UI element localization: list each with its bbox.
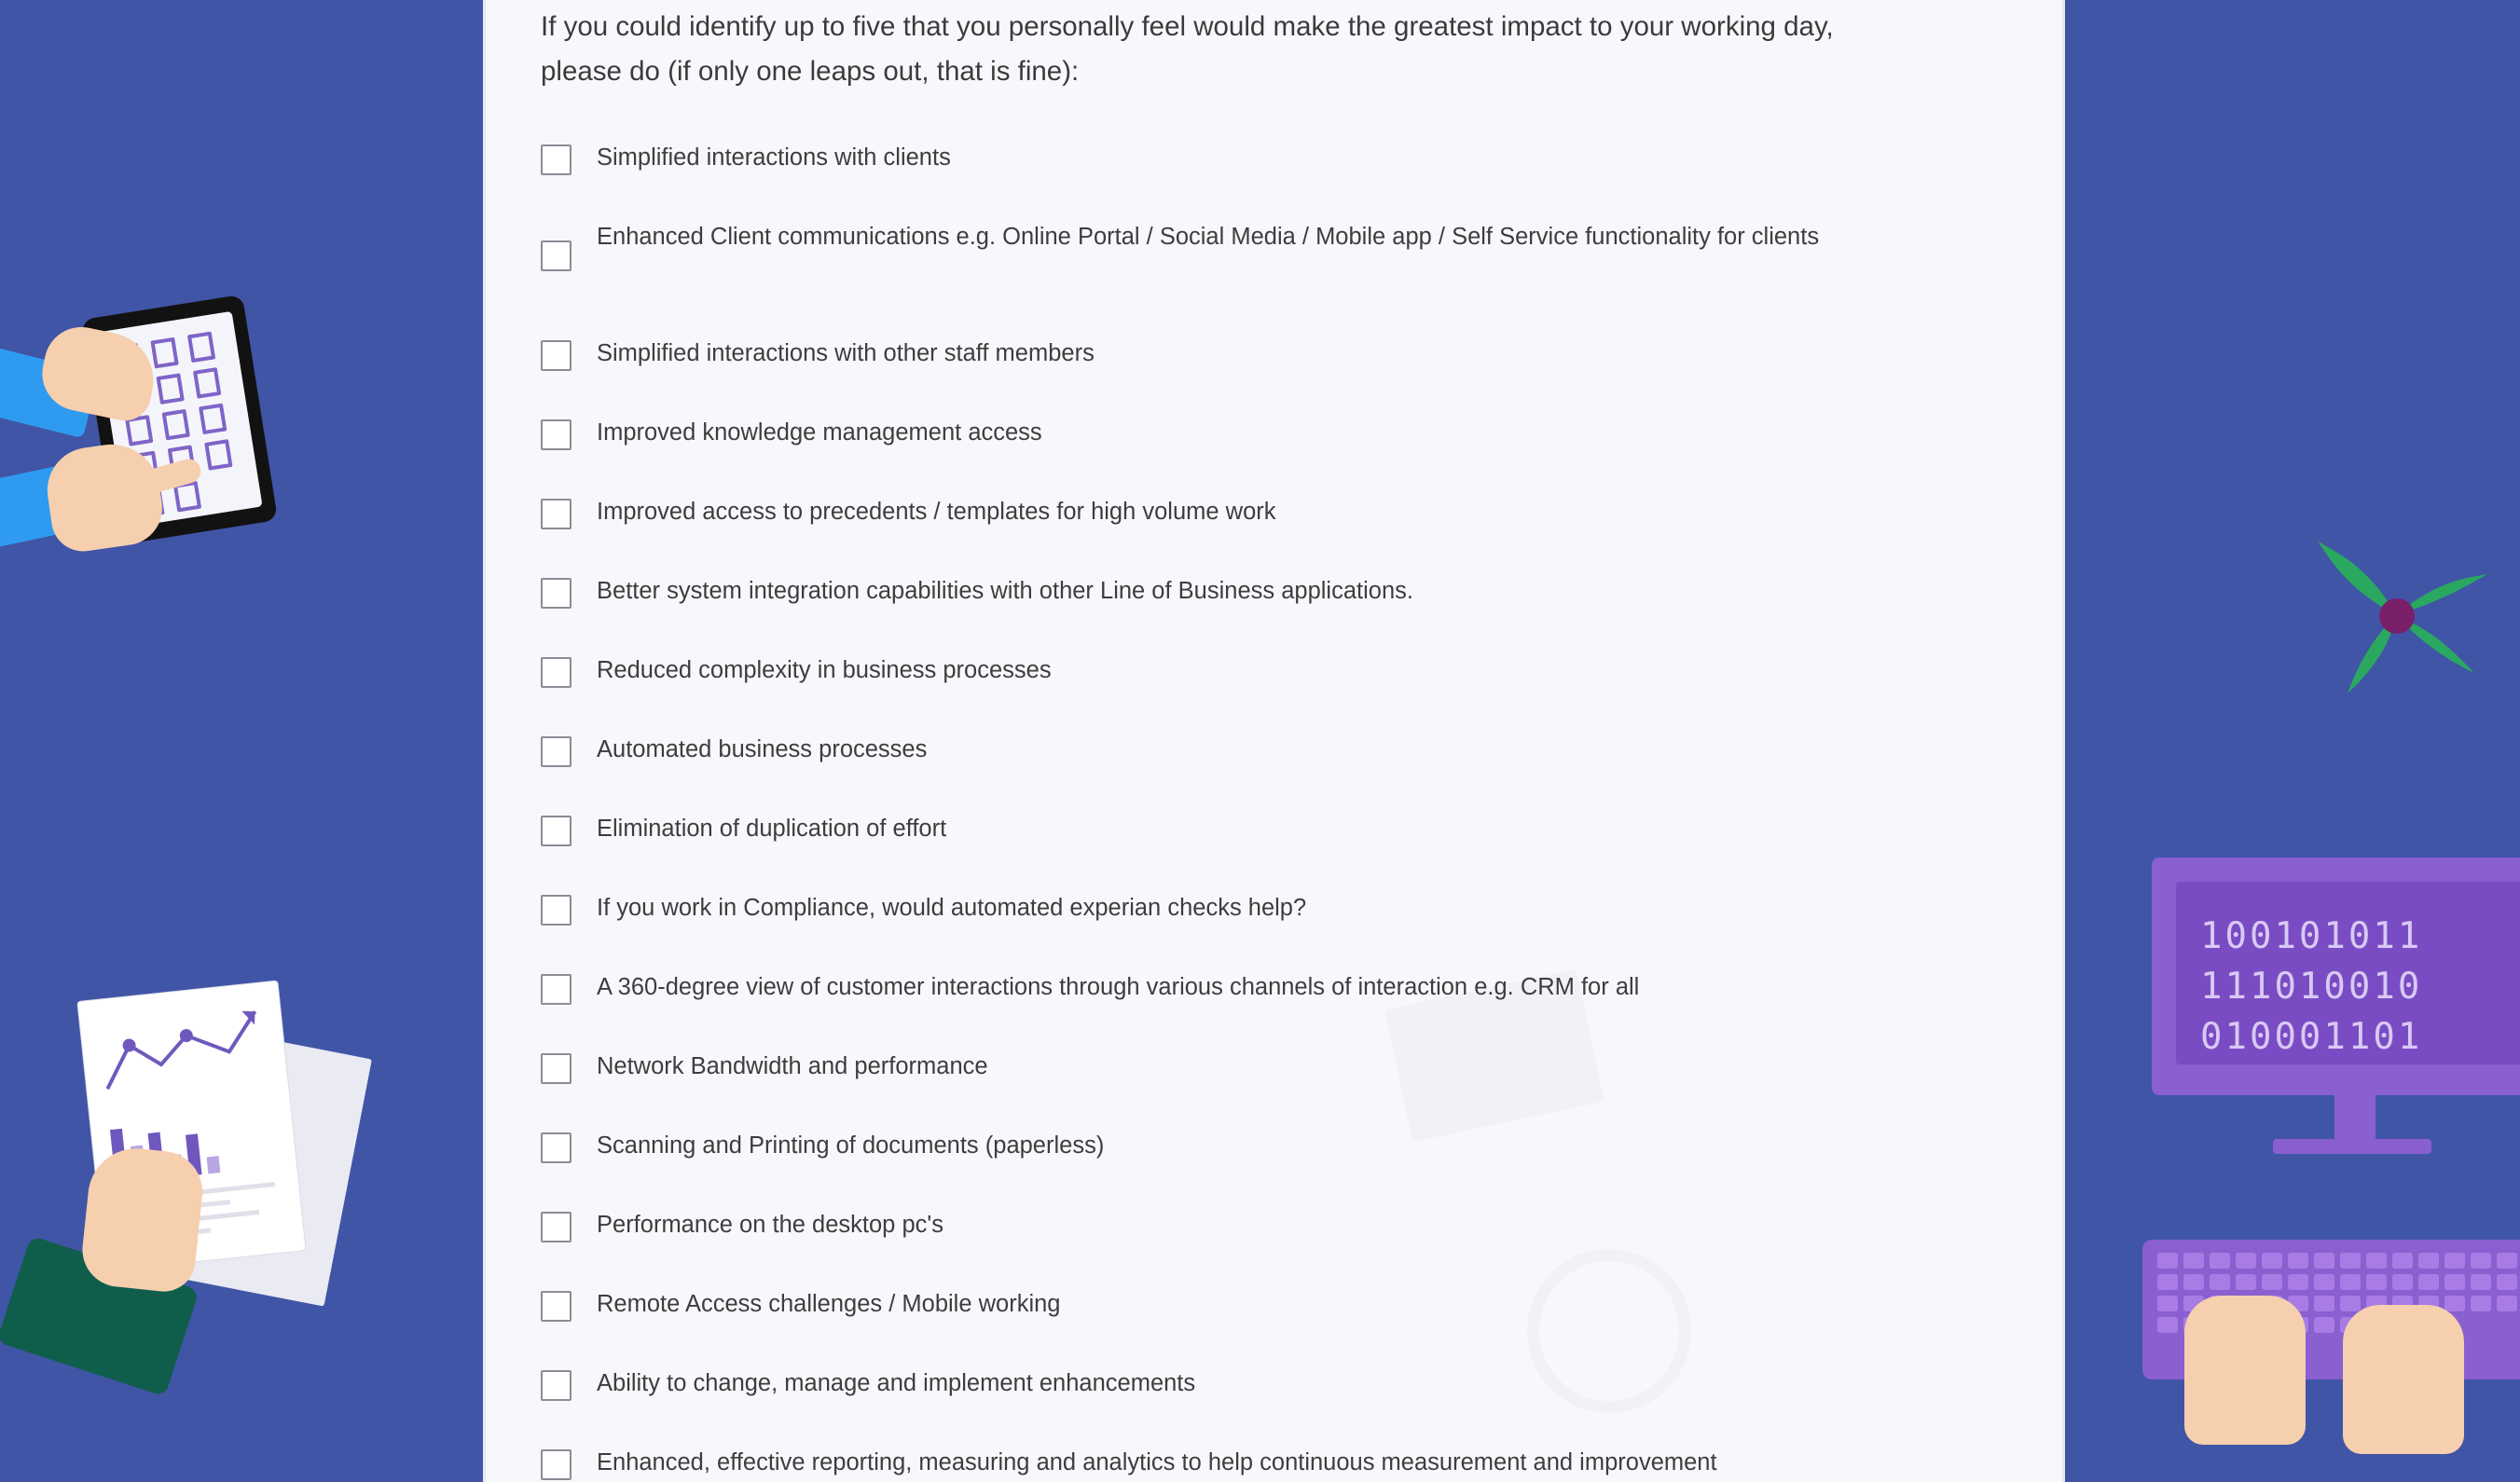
option-row[interactable]	[541, 218, 2028, 335]
checkbox-icon[interactable]	[541, 1449, 571, 1480]
option-label[interactable]: Reduced complexity in business processes	[597, 657, 1052, 683]
option-label[interactable]: Ability to change, manage and implement enhancements	[597, 1370, 1196, 1396]
option-row[interactable]	[541, 652, 2028, 731]
option-label[interactable]: Improved knowledge management access	[597, 419, 1042, 446]
option-label[interactable]: Better system integration capabilities with other Line of Business applications.	[597, 578, 1413, 604]
checkbox-icon[interactable]	[541, 736, 571, 767]
option-row[interactable]	[541, 731, 2028, 810]
option-label[interactable]: Enhanced, effective reporting, measuring and analytics to help continuous measurement and improvement	[597, 1449, 1717, 1475]
desktop-monitor-binary-icon	[2152, 858, 2520, 1095]
option-label[interactable]: A 360-degree view of customer interactions through various channels of interaction e.g. CRM for all	[597, 974, 1640, 1000]
option-row[interactable]	[541, 572, 2028, 652]
option-label[interactable]: Remote Access challenges / Mobile working	[597, 1291, 1061, 1317]
question-text: If you could identify up to five that you personally feel would make the greatest impact to your working day, please do (if only one leaps out, that is fine):	[541, 11, 1834, 87]
binary-line-3: 010001101	[2200, 1016, 2423, 1058]
monitor-stand-base-icon	[2273, 1139, 2431, 1154]
option-label[interactable]: Improved access to precedents / templates for high volume work	[597, 499, 1276, 525]
checkbox-icon[interactable]	[541, 1370, 571, 1401]
checkbox-icon[interactable]	[541, 974, 571, 1005]
binary-line-2: 111010010	[2200, 966, 2423, 1008]
trend-line-icon	[94, 999, 269, 1100]
checkbox-icon[interactable]	[541, 895, 571, 926]
checkbox-icon[interactable]	[541, 1291, 571, 1322]
option-label[interactable]: Simplified interactions with other staff members	[597, 340, 1095, 366]
checkbox-icon[interactable]	[541, 1212, 571, 1242]
survey-form-card	[483, 0, 2065, 1482]
option-label[interactable]: Network Bandwidth and performance	[597, 1053, 988, 1079]
flower-icon	[2301, 533, 2492, 701]
hand-holding-icon	[78, 1144, 206, 1295]
checkbox-icon[interactable]	[541, 578, 571, 609]
option-row[interactable]	[541, 335, 2028, 414]
option-label[interactable]: Scanning and Printing of documents (paperless)	[597, 1132, 1105, 1159]
checkbox-icon[interactable]	[541, 144, 571, 175]
option-label[interactable]: Automated business processes	[597, 736, 928, 762]
option-row[interactable]	[541, 414, 2028, 493]
checkbox-icon[interactable]	[541, 657, 571, 688]
checkbox-icon[interactable]	[541, 240, 571, 271]
option-row[interactable]	[541, 810, 2028, 889]
option-row[interactable]	[541, 1127, 2028, 1206]
checkbox-icon[interactable]	[541, 1132, 571, 1163]
option-row[interactable]	[541, 1206, 2028, 1285]
option-row[interactable]	[541, 1444, 2028, 1482]
checkbox-icon[interactable]	[541, 340, 571, 371]
option-row[interactable]	[541, 1285, 2028, 1365]
option-row[interactable]	[541, 1365, 2028, 1444]
monitor-screen-icon	[2176, 882, 2520, 1064]
option-row[interactable]	[541, 1048, 2028, 1127]
option-row[interactable]	[541, 889, 2028, 968]
option-label[interactable]: If you work in Compliance, would automated experian checks help?	[597, 895, 1307, 921]
option-row[interactable]	[541, 493, 2028, 572]
checkbox-option-list	[541, 139, 2028, 1482]
checkbox-icon[interactable]	[541, 816, 571, 846]
option-row[interactable]	[541, 139, 2028, 218]
right-typing-hand-icon	[2343, 1305, 2464, 1454]
right-decoration-panel	[2065, 0, 2520, 1482]
checkbox-icon[interactable]	[541, 419, 571, 450]
left-typing-hand-icon	[2184, 1296, 2306, 1445]
monitor-stand-neck-icon	[2334, 1095, 2375, 1144]
checkbox-icon[interactable]	[541, 1053, 571, 1084]
checkbox-icon[interactable]	[541, 499, 571, 529]
option-row[interactable]	[541, 968, 2028, 1048]
option-label[interactable]: Simplified interactions with clients	[597, 144, 951, 171]
left-decoration-panel	[0, 0, 483, 1482]
option-label[interactable]: Elimination of duplication of effort	[597, 816, 947, 842]
binary-line-1: 100101011	[2200, 915, 2423, 957]
option-label[interactable]: Performance on the desktop pc's	[597, 1212, 943, 1238]
option-label[interactable]: Enhanced Client communications e.g. Online Portal / Social Media / Mobile app / Self Service functionality for clients	[597, 224, 1820, 250]
